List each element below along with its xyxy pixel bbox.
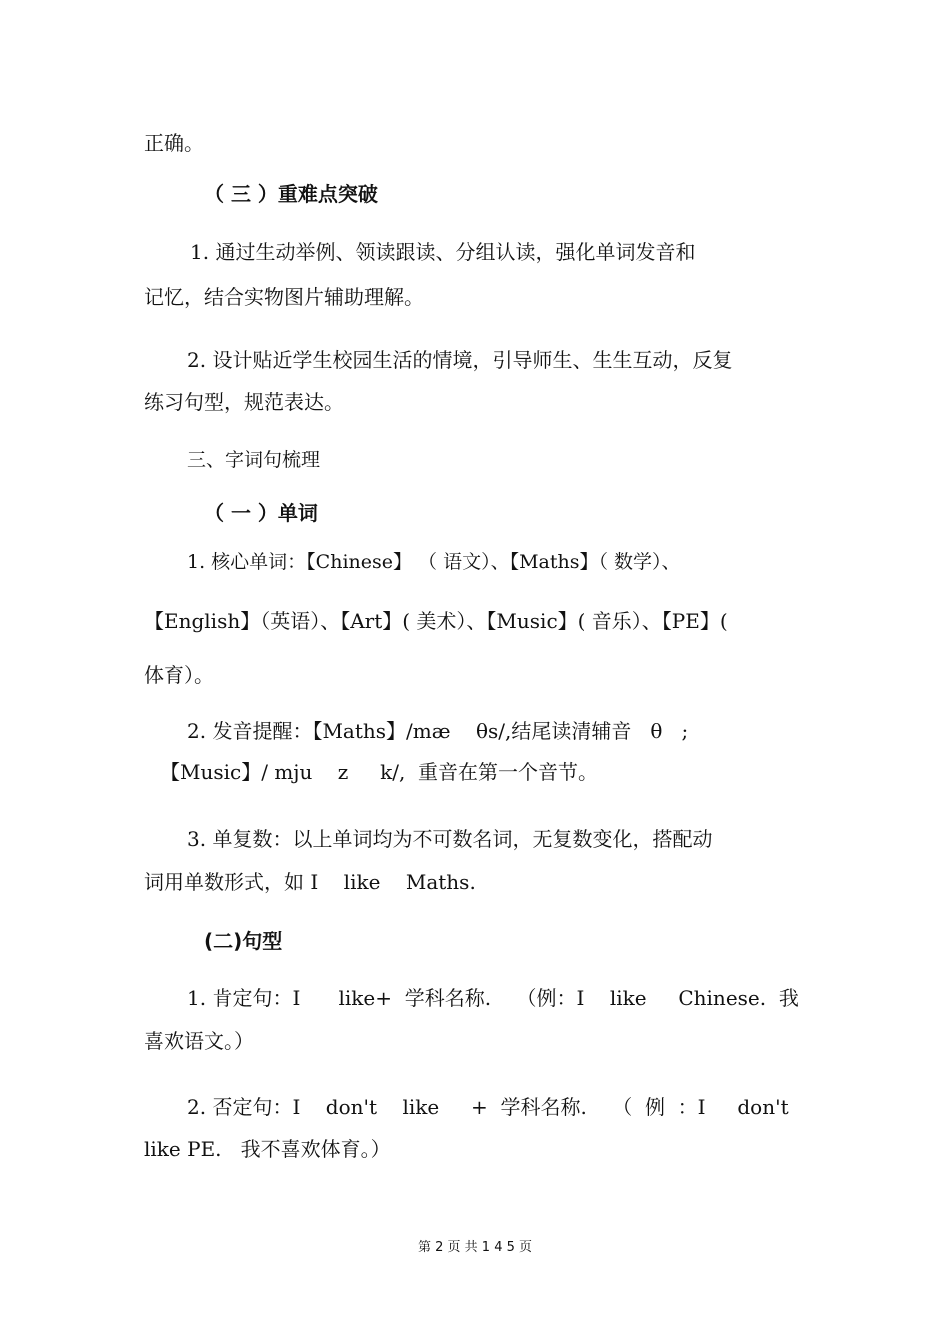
body-text-line: 1. 通过生动举例、领读跟读、分组认读，强化单词发音和 (190, 240, 696, 264)
body-text-line: 2. 发音提醒：【Maths】/mæ θs/,结尾读清辅音 θ ; (187, 719, 689, 743)
body-text-line: 1. 肯定句：I like+ 学科名称. （例：I like Chinese. 我 (187, 986, 799, 1010)
body-text-line: 【English】（英语）、【Art】( 美术）、【Music】( 音乐）、【PE】( (144, 609, 728, 633)
section-heading: 三、字词句梳理 (187, 449, 321, 471)
body-text-line: like PE. 我不喜欢体育。） (144, 1137, 391, 1161)
section-heading: (二)句型 (204, 929, 283, 953)
body-text-line: 2. 设计贴近学生校园生活的情境，引导师生、生生互动，反复 (187, 348, 733, 372)
body-text-line: 喜欢语文。） (144, 1029, 254, 1053)
page-footer: 第 2 页 共 1 4 5 页 (417, 1240, 532, 1255)
body-text-line: 【Music】/ mju z k/, 重音在第一个音节。 (160, 760, 599, 784)
body-text-line: 练习句型，规范表达。 (144, 390, 344, 414)
body-text-line: 2. 否定句：I don't like + 学科名称. （ 例 ：I don't (187, 1095, 789, 1119)
body-text-line: 记忆，结合实物图片辅助理解。 (144, 285, 424, 309)
body-text-line: 正确。 (144, 131, 204, 155)
body-text-line: 体育）。 (144, 663, 214, 687)
body-text-line: 3. 单复数：以上单词均为不可数名词，无复数变化，搭配动 (187, 827, 713, 851)
body-text-line: 词用单数形式，如 I like Maths. (144, 870, 476, 894)
section-heading: （ 三 ）重难点突破 (204, 182, 378, 206)
body-text-line: 1. 核心单词：【Chinese】 （ 语文）、【Maths】（ 数学）、 (187, 551, 681, 573)
section-heading: （ 一 ）单词 (204, 501, 318, 525)
